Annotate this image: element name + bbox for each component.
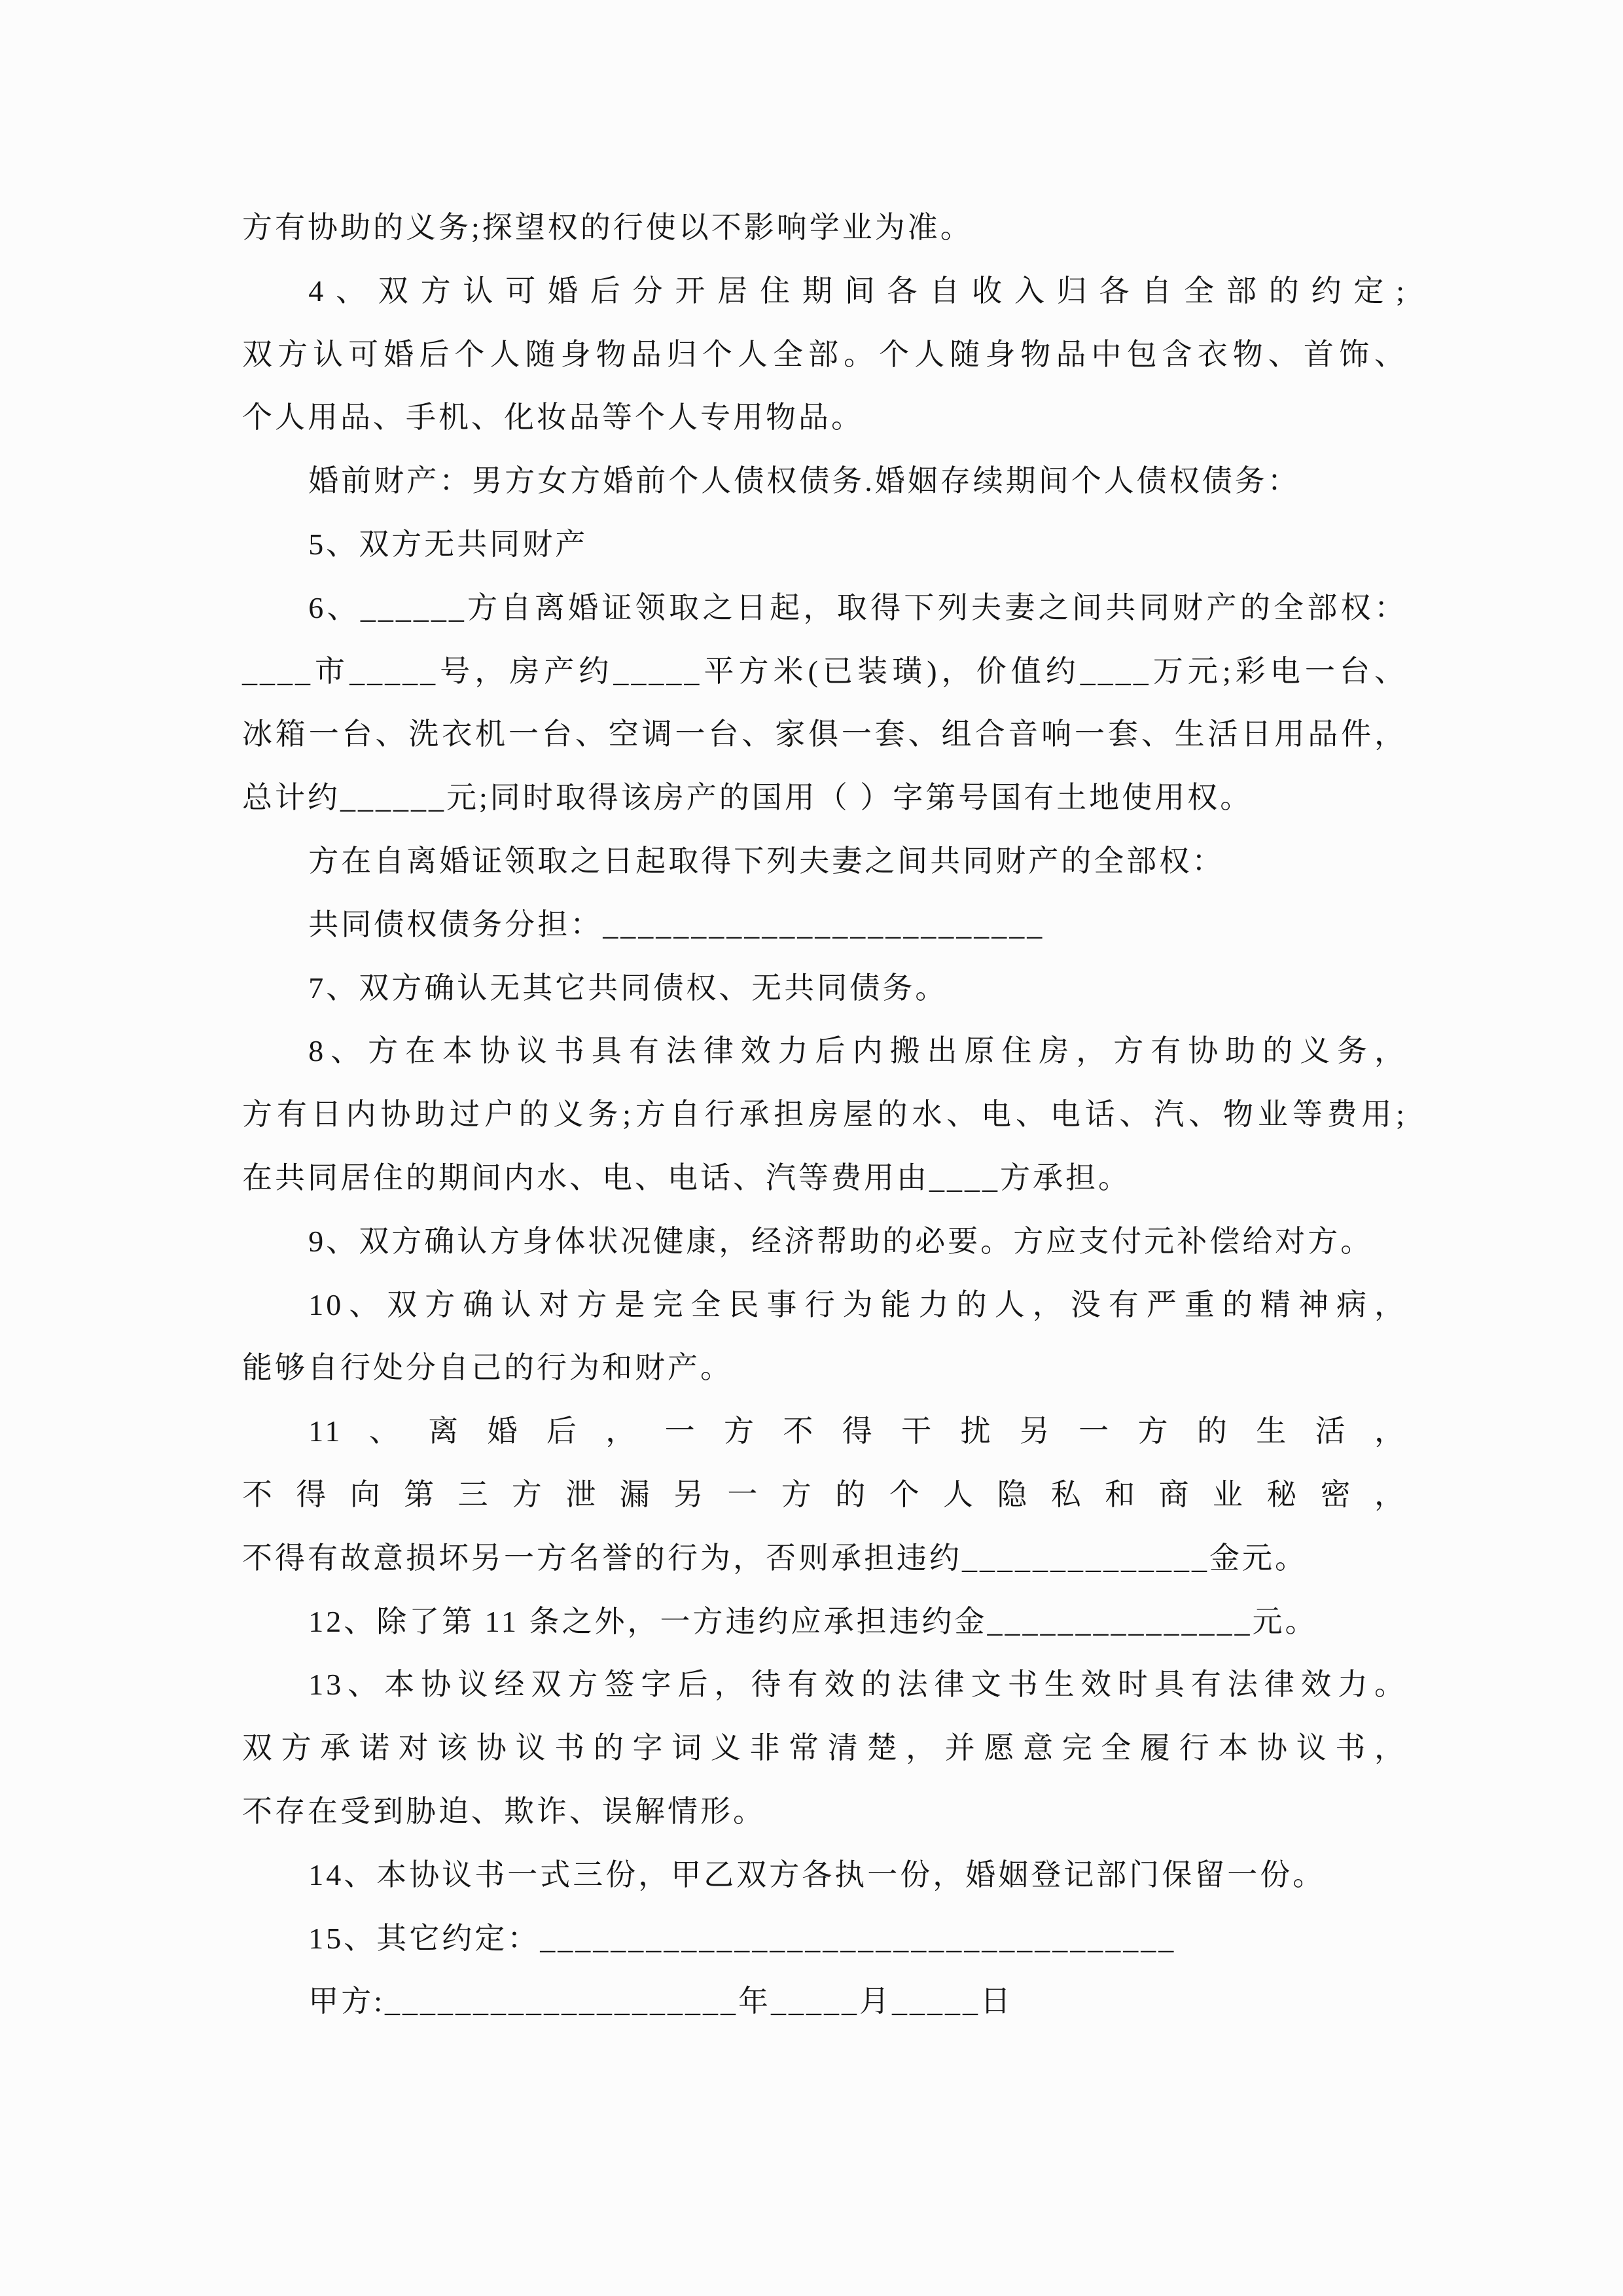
premarital-property-paragraph: 婚前财产：男方女方婚前个人债权债务.婚姻存续期间个人债权债务：: [308, 464, 1300, 498]
agreement-text-block: [242, 196, 1407, 2034]
continued-clause-paragraph: 方有协助的义务;探望权的行使以不影响学业为准。: [242, 211, 973, 244]
party-a-signature-line: 甲方:____________________年_____月_____日: [308, 1984, 1013, 2018]
clause-12-paragraph: 12、除了第 11 条之外，一方违约应承担违约金_______________元。: [308, 1604, 1318, 1638]
clause-6-paragraph: 6、______方自离婚证领取之日起，取得下列夫妻之间共同财产的全部权：____市_____号，房产约_____平方米(已装璜)，价值约____万元;彩电一台、冰箱一台、洗衣机一台、空调一台、家俱一套、组合音响一套、生活日用品件，总计约______元;同时取得该房产的国用（ ）字第号国有土地使用权。: [242, 590, 1407, 815]
clause-7-paragraph: 7、双方确认无其它共同债权、无共同债务。: [308, 971, 948, 1005]
clause-5-paragraph: 5、双方无共同财产: [308, 527, 588, 561]
clause-13-paragraph: 13、本协议经双方签字后，待有效的法律文书生效时具有法律效力。双方承诺对该协议书的字词义非常清楚，并愿意完全履行本协议书，不存在受到胁迫、欺诈、误解情形。: [242, 1668, 1407, 1828]
property-transfer-paragraph: 方在自离婚证领取之日起取得下列夫妻之间共同财产的全部权：: [308, 844, 1225, 878]
clause-4-paragraph: 4、双方认可婚后分开居住期间各自收入归各自全部的约定;双方认可婚后个人随身物品归个人全部。个人随身物品中包含衣物、首饰、个人用品、手机、化妆品等个人专用物品。: [242, 274, 1407, 435]
clause-10-paragraph: 10、双方确认对方是完全民事行为能力的人，没有严重的精神病，能够自行处分自己的行为和财产。: [242, 1287, 1407, 1385]
clause-9-paragraph: 9、双方确认方身体状况健康，经济帮助的必要。方应支付元补偿给对方。: [308, 1224, 1374, 1258]
clause-14-paragraph: 14、本协议书一式三份，甲乙双方各执一份，婚姻登记部门保留一份。: [308, 1857, 1326, 1892]
clause-11-paragraph: 11、离婚后，一方不得干扰另一方的生活，不得向第三方泄漏另一方的个人隐私和商业秘密，不得有故意损坏另一方名誉的行为，否则承担违约______________金元。: [242, 1414, 1407, 1575]
clause-8-paragraph: 8、方在本协议书具有法律效力后内搬出原住房，方有协助的义务，方有日内协助过户的义务;方自行承担房屋的水、电、电话、汽、物业等费用;在共同居住的期间内水、电、电话、汽等费用由____方承担。: [242, 1034, 1407, 1194]
clause-15-other-agreements-paragraph: 15、其它约定：____________________________________: [308, 1921, 1177, 1955]
joint-debt-allocation-paragraph: 共同债权债务分担：_________________________: [308, 907, 1045, 941]
